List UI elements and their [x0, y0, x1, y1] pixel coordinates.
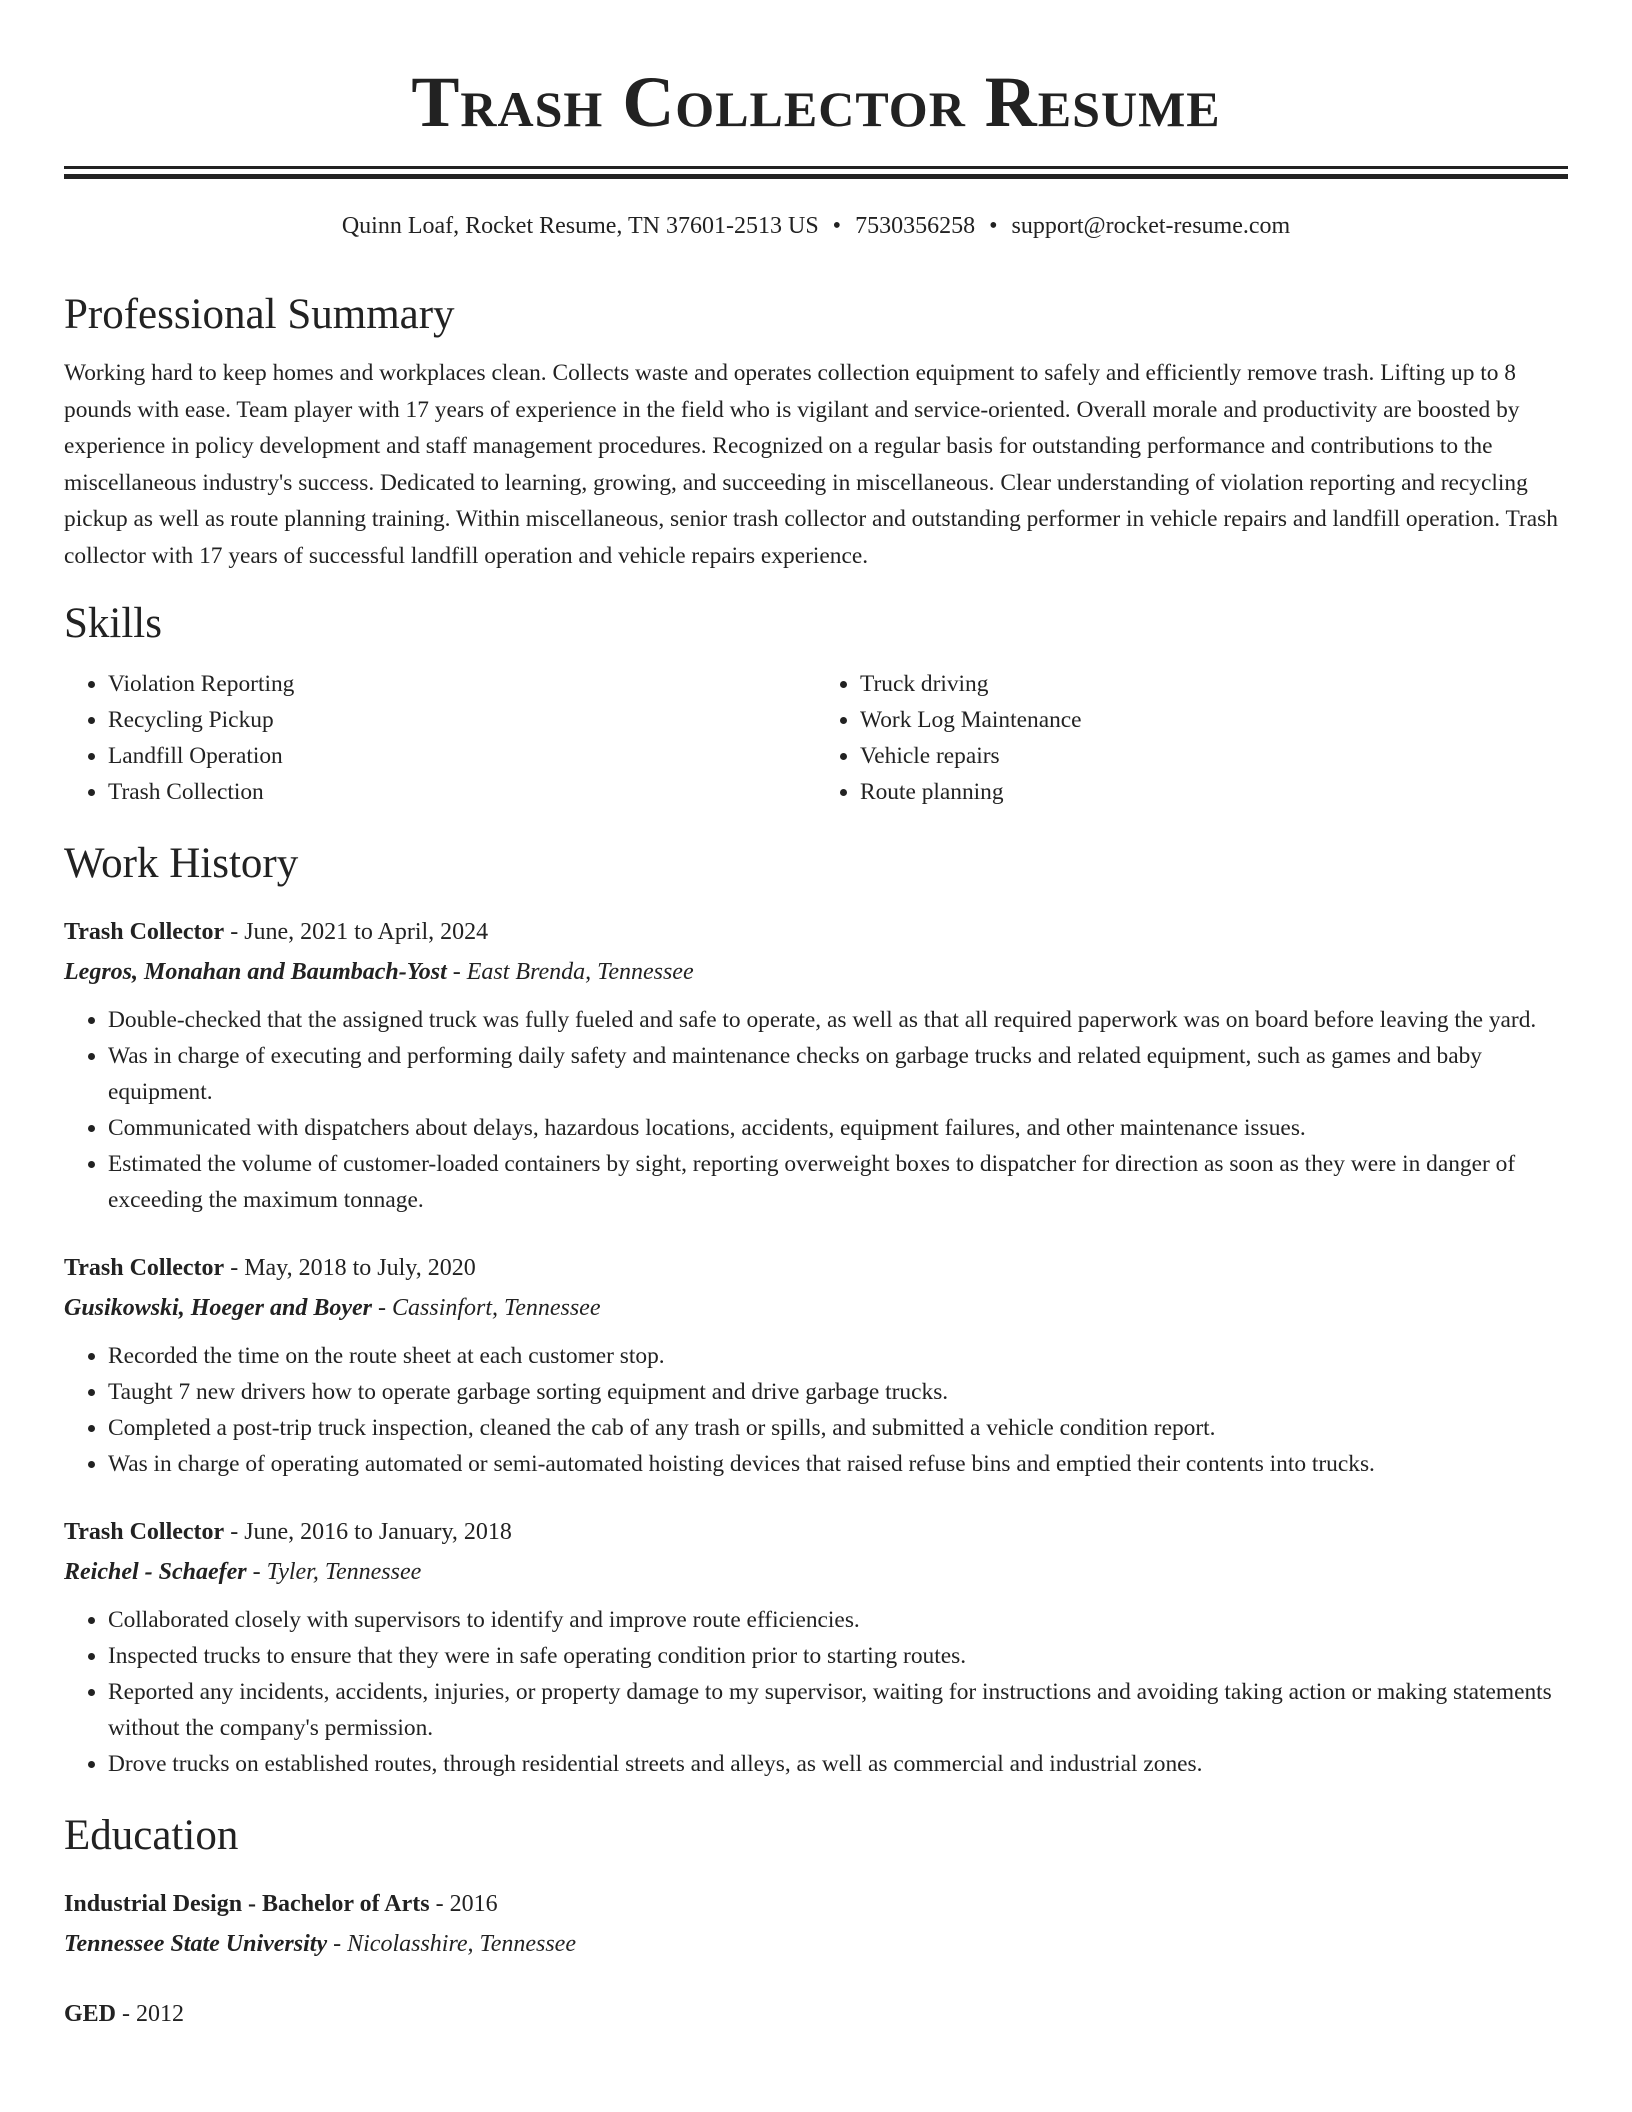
- contact-line: [64, 209, 1568, 243]
- job-bullet: • Drove trucks on established routes, through residential streets and alleys, as well as commercial and industrial zones.: [108, 1746, 1568, 1782]
- job-sep: -: [224, 1519, 245, 1545]
- job-location: Tyler, Tennessee: [266, 1559, 422, 1585]
- contact-email: support@rocket-resume.com: [1011, 213, 1291, 239]
- job-company: Reichel - Schaefer: [64, 1559, 247, 1585]
- summary-heading: Professional Summary: [64, 291, 455, 338]
- job-bullets: [64, 1602, 1568, 1782]
- education-sep: -: [327, 1931, 348, 1957]
- job-bullets: [64, 1002, 1568, 1218]
- job-bullet: • Reported any incidents, accidents, injuries, or property damage to my supervisor, waiting for instructions and avoiding taking action or making statements without the company's permission.: [108, 1674, 1568, 1746]
- job-title-line: [64, 1248, 1568, 1288]
- skills-heading: Skills: [64, 600, 162, 647]
- title-rule-top: [64, 166, 1568, 169]
- job-entry: [64, 1512, 1568, 1782]
- education-degree-line: [64, 1994, 1568, 2034]
- job-title: Trash Collector: [64, 919, 225, 945]
- job-title-line: [64, 912, 1568, 952]
- education-degree: Industrial Design - Bachelor of Arts: [64, 1891, 430, 1917]
- job-bullet: • Inspected trucks to ensure that they were in safe operating condition prior to starting routes.: [108, 1638, 1568, 1674]
- education-location: Nicolasshire, Tennessee: [347, 1931, 576, 1957]
- job-bullet: • Was in charge of executing and performing daily safety and maintenance checks on garbage trucks and related equipment, such as games and baby equipment.: [108, 1038, 1568, 1110]
- contact-separator: •: [989, 213, 998, 239]
- job-company-line: [64, 952, 1568, 992]
- education-school-line: [64, 1924, 1568, 1964]
- work-history-heading: Work History: [64, 840, 299, 887]
- skill-item: • Work Log Maintenance: [860, 702, 1568, 738]
- education-degree-line: [64, 1884, 1568, 1924]
- education-entry: [64, 1994, 1568, 2034]
- job-company-line: [64, 1552, 1568, 1592]
- job-bullet: • Was in charge of operating automated or semi-automated hoisting devices that raised refuse bins and emptied their contents into trucks.: [108, 1446, 1568, 1482]
- job-title: Trash Collector: [64, 1255, 225, 1281]
- job-bullet: • Completed a post-trip truck inspection, cleaned the cab of any trash or spills, and submitted a vehicle condition report.: [108, 1410, 1568, 1446]
- job-company: Legros, Monahan and Baumbach-Yost: [64, 959, 447, 985]
- resume-title: Trash Collector Resume: [411, 62, 1221, 142]
- job-bullets: [64, 1338, 1568, 1482]
- education-sep: -: [116, 2001, 137, 2027]
- job-dates: June, 2021 to April, 2024: [244, 919, 489, 945]
- job-location: Cassinfort, Tennessee: [392, 1295, 601, 1321]
- education-year: 2016: [449, 1891, 498, 1917]
- skill-item: • Violation Reporting: [108, 666, 816, 702]
- contact-address: Quinn Loaf, Rocket Resume, TN 37601-2513 US: [341, 213, 819, 239]
- skill-item: • Trash Collection: [108, 774, 816, 810]
- job-bullet: • Collaborated closely with supervisors to identify and improve route efficiencies.: [108, 1602, 1568, 1638]
- skill-item: • Recycling Pickup: [108, 702, 816, 738]
- job-title-line: [64, 1512, 1568, 1552]
- skill-item: • Route planning: [860, 774, 1568, 810]
- job-company: Gusikowski, Hoeger and Boyer: [64, 1295, 373, 1321]
- education-degree: GED: [64, 2001, 117, 2027]
- job-title: Trash Collector: [64, 1519, 225, 1545]
- job-bullet: • Estimated the volume of customer-loaded containers by sight, reporting overweight boxes to dispatcher for direction as soon as they were in danger of exceeding the maximum tonnage.: [108, 1146, 1568, 1218]
- job-dates: May, 2018 to July, 2020: [244, 1255, 476, 1281]
- job-bullet: • Taught 7 new drivers how to operate garbage sorting equipment and drive garbage trucks.: [108, 1374, 1568, 1410]
- education-year: 2012: [136, 2001, 185, 2027]
- job-sep: -: [246, 1559, 267, 1585]
- job-bullet: • Recorded the time on the route sheet at each customer stop.: [108, 1338, 1568, 1374]
- job-entry: [64, 1248, 1568, 1482]
- job-dates: June, 2016 to January, 2018: [244, 1519, 512, 1545]
- skill-item: • Vehicle repairs: [860, 738, 1568, 774]
- title-rule-bottom: [64, 174, 1568, 179]
- job-sep: -: [224, 919, 245, 945]
- education-heading: Education: [64, 1812, 239, 1859]
- education-sep: -: [429, 1891, 450, 1917]
- skill-item: • Landfill Operation: [108, 738, 816, 774]
- education-school: Tennessee State University: [64, 1931, 328, 1957]
- contact-separator: •: [832, 213, 842, 239]
- skills-list-right: [816, 666, 1568, 810]
- skills-columns: [64, 666, 1568, 810]
- job-sep: -: [446, 959, 467, 985]
- contact-phone: 7530356258: [855, 213, 976, 239]
- job-bullet: • Communicated with dispatchers about delays, hazardous locations, accidents, equipment failures, and other maintenance issues.: [108, 1110, 1568, 1146]
- job-sep: -: [372, 1295, 393, 1321]
- education-entry: [64, 1884, 1568, 1964]
- job-location: East Brenda, Tennessee: [466, 959, 694, 985]
- job-entry: [64, 912, 1568, 1218]
- job-sep: -: [224, 1255, 245, 1281]
- skills-list-left: [64, 666, 816, 810]
- skill-item: • Truck driving: [860, 666, 1568, 702]
- summary-text: Working hard to keep homes and workplaces clean. Collects waste and operates collection equipment to safely and efficiently remove trash. Lifting up to 8 pounds with ease. Team player with 17 years of experience in the field who is vigilant and service-oriented. Overall morale and productivity are boosted by experience in policy development and staff management procedures. Recognized on a regular basis for outstanding performance and contributions to the miscellaneous industry's success. Dedicated to learning, growing, and succeeding in miscellaneous. Clear understanding of violation reporting and recycling pickup as well as route planning training. Within miscellaneous, senior trash collector and outstanding performer in vehicle repairs and landfill operation. Trash collector with 17 years of successful landfill operation and vehicle repairs experience.: [64, 360, 1558, 569]
- job-company-line: [64, 1288, 1568, 1328]
- job-bullet: • Double-checked that the assigned truck was fully fueled and safe to operate, as well as that all required paperwork was on board before leaving the yard.: [108, 1002, 1568, 1038]
